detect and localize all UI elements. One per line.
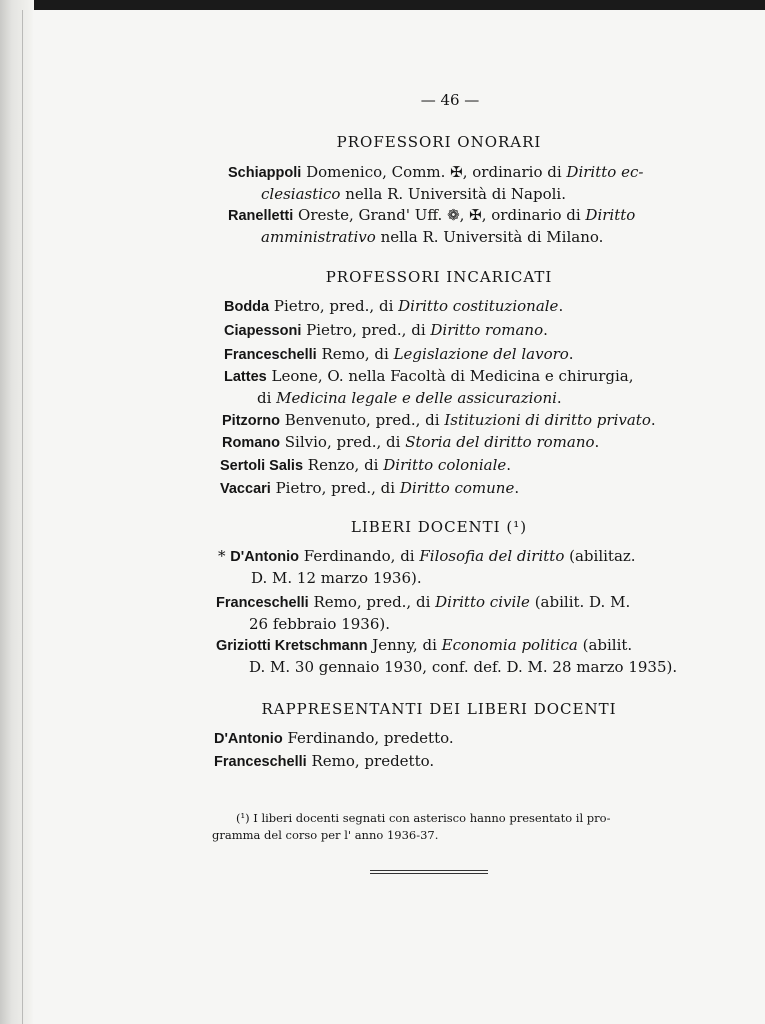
entry-vaccari: Vaccari Pietro, pred., di Diritto comune. xyxy=(220,479,520,497)
entry-franceschelli: Franceschelli Remo, di Legislazione del lavoro. xyxy=(224,345,574,363)
entry-schiappoli: Schiappoli Domenico, Comm. ✠, ordinario di Diritto ec- clesiastico nella R. Università di Napoli. xyxy=(228,163,644,203)
entry-bodda: Bodda Pietro, pred., di Diritto costituzionale. xyxy=(224,297,564,315)
heading-liberi-docenti: LIBERI DOCENTI (¹) xyxy=(350,518,528,536)
entry-pitzorno: Pitzorno Benvenuto, pred., di Istituzioni di diritto privato. xyxy=(222,411,656,429)
closing-rule-bottom xyxy=(370,873,488,874)
footnote-continuation: gramma del corso per l' anno 1936-37. xyxy=(212,828,439,842)
heading-professori-onorari: PROFESSORI ONORARI xyxy=(336,133,542,151)
entry-ranelletti: Ranelletti Oreste, Grand' Uff. ❁, ✠, ordinario di Diritto amministrativo nella R. Università di Milano. xyxy=(228,206,636,246)
footnote: (¹) I liberi docenti segnati con asterisco hanno presentato il pro- xyxy=(236,811,611,825)
heading-rappresentanti: RAPPRESENTANTI DEI LIBERI DOCENTI xyxy=(261,700,617,718)
heading-professori-incaricati: PROFESSORI INCARICATI xyxy=(325,268,553,286)
entry-dantonio: * D'Antonio Ferdinando, di Filosofia del diritto (abilitaz. D. M. 12 marzo 1936). xyxy=(218,547,636,587)
closing-rule-top xyxy=(370,870,488,871)
entry-griziotti-kretschmann: Griziotti Kretschmann Jenny, di Economia politica (abilit. D. M. 30 gennaio 1930, conf. def. D. M. 28 marzo 1935). xyxy=(216,636,678,676)
entry-romano: Romano Silvio, pred., di Storia del diritto romano. xyxy=(222,433,600,451)
footnote-marker: (¹) xyxy=(236,811,250,825)
entry-lattes: Lattes Leone, O. nella Facoltà di Medicina e chirurgia, di Medicina legale e delle assicurazioni. xyxy=(224,367,634,407)
entry-ciapessoni: Ciapessoni Pietro, pred., di Diritto romano. xyxy=(224,321,548,339)
entry-rappresentante-dantonio: D'Antonio Ferdinando, predetto. xyxy=(214,729,454,747)
entry-name: Ranelletti xyxy=(228,208,294,224)
entry-sertoli-salis: Sertoli Salis Renzo, di Diritto coloniale. xyxy=(220,456,512,474)
entry-rappresentante-franceschelli: Franceschelli Remo, predetto. xyxy=(214,752,435,770)
entry-name: Schiappoli xyxy=(228,165,302,181)
page-number: — 46 — xyxy=(420,91,480,109)
entry-franceschelli-docente: Franceschelli Remo, pred., di Diritto civile (abilit. D. M. 26 febbraio 1936). xyxy=(216,593,631,633)
asterisk-marker: * xyxy=(218,547,231,565)
